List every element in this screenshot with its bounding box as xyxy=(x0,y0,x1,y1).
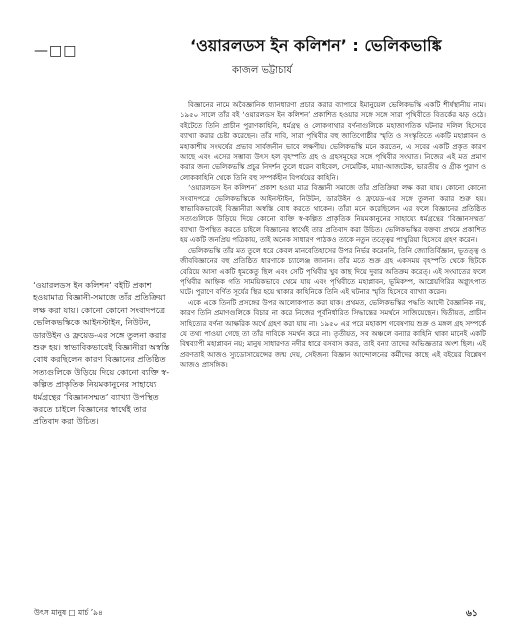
article-body xyxy=(180,100,486,371)
body-paragraph: ভেলিকভস্কি তাঁর মত তুলে ধরে কেবল মানবেতিহাসের উপর নির্ভর করেননি, তিনি জ্যোতির্বিজ্ঞান, ভূতত্ত্ব ও জীববিজ্ঞানের বহু প্রতিষ্ঠিত ধারণাকে চ্যালেঞ্জ জানান। তাঁর মতে শুক্র গ্রহ একসময় বৃহস্পতি থেকে ছিটকে বেরিয়ে আসা একটি ধূমকেতু ছিল এবং সেটি পৃথিবীর খুব কাছ দিয়ে দুবার অতিক্রম করেত্। এই সংঘাতের ফলে পৃথিবীর আহ্নিক গতি সাময়িকভাবে থেমে যায় এবং পৃথিবীতে মহাপ্লাবন, ভূমিকম্প, আগ্নেয়গিরির অগ্ন্যুৎপাত ঘটে। পুরাণে বর্ণিত সূর্যের স্থির হয়ে থাকার কাহিনিকে তিনি এই ঘটনার স্মৃতি হিসেবে ব্যাখ্যা করেন। xyxy=(180,246,486,297)
ornament-mark: —□□ xyxy=(34,43,78,59)
body-paragraph: একে একে তিনটি প্রসঙ্গের উপর আলোকপাত করা যাক। প্রথমত, ভেলিকভস্কির পদ্ধতি আদৌ বৈজ্ঞানিক নয়, কারণ তিনি প্রমাণগুলিকে বিচার না করে নিজের পূর্বনির্ধারিত সিদ্ধান্তের সমর্থনে সাজিয়েছেন। দ্বিতীয়ত, প্রাচীন সাহিত্যের বর্ণনা আক্ষরিক অর্থে গ্রহণ করা যায় না। ১৯৫০ এর পরে মহাকাশ গবেষণায় শুক্র ও মঙ্গল গ্রহ সম্পর্কে যে তথ্য পাওয়া গেছে তা তাঁর দাবিকে সমর্থন করে না। তৃতীয়ত, সব অঞ্চলে বন্যার কাহিনি থাকা মানেই একটি বিশ্বব্যাপী মহাপ্লাবন নয়; মানুষ সাধারণত নদীর ধারে বসবাস করত, তাই বন্যা তাদের অভিজ্ঞতার অংশ ছিল। এই প্রবণতাই আজও স্যুডোসায়েন্সের জন্ম দেয়, সেইজন্য বিজ্ঞান আন্দোলনের কর্মীদের কাছে এই বইয়ের বিশ্লেষণ আজও প্রাসঙ্গিক। xyxy=(180,298,486,370)
body-paragraph: বিজ্ঞানের নামে অবৈজ্ঞানিক ধ্যানধারণা প্রচার করার ব্যাপারে ইমানুয়েল ভেলিকভস্কি একটি শীর্ষস্থানীয় নাম। ১৯৫০ সালে তাঁর বই ‘ওয়ারলডস ইন কলিশন’ প্রকাশিত হওয়ার সঙ্গে সঙ্গে সারা পৃথিবীতে বিতর্কের ঝড় ওঠে। বইটেতে তিনি প্রাচীন পুরাণকাহিনি, ধর্মগ্রন্থ ও লোকগাথার বর্ণনাগুলিকে মহাজাগতিক ঘটনার দলিল হিসেবে ব্যাখ্যা করার চেষ্টা করেছেন। তাঁর দাবি, সারা পৃথিবীর বহু জাতিগোষ্ঠীর স্মৃতি ও সংস্কৃতিতে একটি মহাপ্লাবন ও মহাকাশীয় সংঘর্ষের প্রভাব সার্বজনীন ভাবে লক্ষণীয়। ভেলিকভস্কি মনে করতেন, এ সবের একটি প্রকৃত কারণ আছে এবং এসের সম্ভাব্য উৎস হল বৃহস্পতি গ্রহ ও গ্রহসমূহের সঙ্গে পৃথিবীর সংঘাত। নিজের এই মত প্রমাণ করার জন্য ভেলিকভস্কি প্রচুর নিদর্শন তুলে ধরেন বাইবেল, সেমেটিক, মায়া-আজটেক, ভারতীয় ও গ্রীক পুরাণ ও লোককাহিনি থেকে তিনি বহু সম্পর্কহীন বিপর্যয়ের কাহিনি। xyxy=(180,101,486,182)
article-title: ‘ওয়ারলডস ইন কলিশন’ : ভেলিকভাঙ্কি xyxy=(190,36,442,55)
pull-quote: ‘ওয়ারলডস ইন কলিশন’ বইটি প্রকাশ হওয়ামাত্র বিজ্ঞানী-সমাজে তাঁর প্রতিক্রিয়া লক্ষ করা যায়। কোনো কোনো সংবাদপত্রে ভেলিকভস্কিকে আইনস্টাইন, নিউটন, ডারউইন ও ফ্রয়েড-এর সঙ্গে তুলনা করার শুরু হয়। স্বাভাবিকভাবেই বিজ্ঞানীরা অস্বস্তি বোধ করছিলেন কারণ বিজ্ঞানের প্রতিষ্ঠিত সত্যগুলিকে উড়িয়ে দিয়ে কোনো ব্যক্তি স্ব-কল্পিত প্রাকৃতিক নিয়মকানুনের সাহায্যে ধর্মগ্রন্থের ‘বিজ্ঞানসম্মত’ ব্যাখ্যা উপস্থিত করতে চাইলে বিজ্ঞানের স্বার্থেই তার প্রতিবাদ করা উচিত। xyxy=(33,280,170,427)
page-number: ৬১ xyxy=(466,609,478,619)
footer-magazine-issue: উৎস মানুষ □ মার্চ ’৯৪ xyxy=(34,608,103,617)
body-paragraph: ‘ওয়ারলডস ইন কলিশন’ প্রকাশ হওয়া মাত্র বিজ্ঞানী সমাজে তাঁর প্রতিক্রিয়া লক্ষ করা যায়। কোনো কোনো সংবাদপত্রে ভেলিকভস্কিকে আইনস্টাইন, নিউটন, ডারউইন ও ফ্রয়েড-এর সঙ্গে তুলনা করার শুরু হয়। স্বাভাবিকভাবেই বিজ্ঞানীরা অস্বস্তি বোধ করতে থাকেন। তাঁরা মনে করেছিলেন এর ফলে বিজ্ঞানের প্রতিষ্ঠিত সত্যগুলিকে উড়িয়ে দিয়ে কোনো ব্যক্তি স্ব-কল্পিত প্রাকৃতিক নিয়মকানুনের সাহায্যে ধর্মগ্রন্থের ‘বিজ্ঞানসম্মত’ ব্যাখ্যা উপস্থিত করতে চাইলে বিজ্ঞানের স্বার্থেই তার প্রতিবাদ করা উচিত। ভেলিকভস্কির বক্তব্য প্রথমে প্রকাশিত হয় একটি জনপ্রিয় পত্রিকায়, তাই অনেক সাধারণ পাঠকও তাকে নতুন তত্ত্বের পাথুরিয়া হিসেবে গ্রহণ করেন। xyxy=(180,184,486,245)
article-author: কাজল ভট্টাচার্য xyxy=(232,65,293,76)
